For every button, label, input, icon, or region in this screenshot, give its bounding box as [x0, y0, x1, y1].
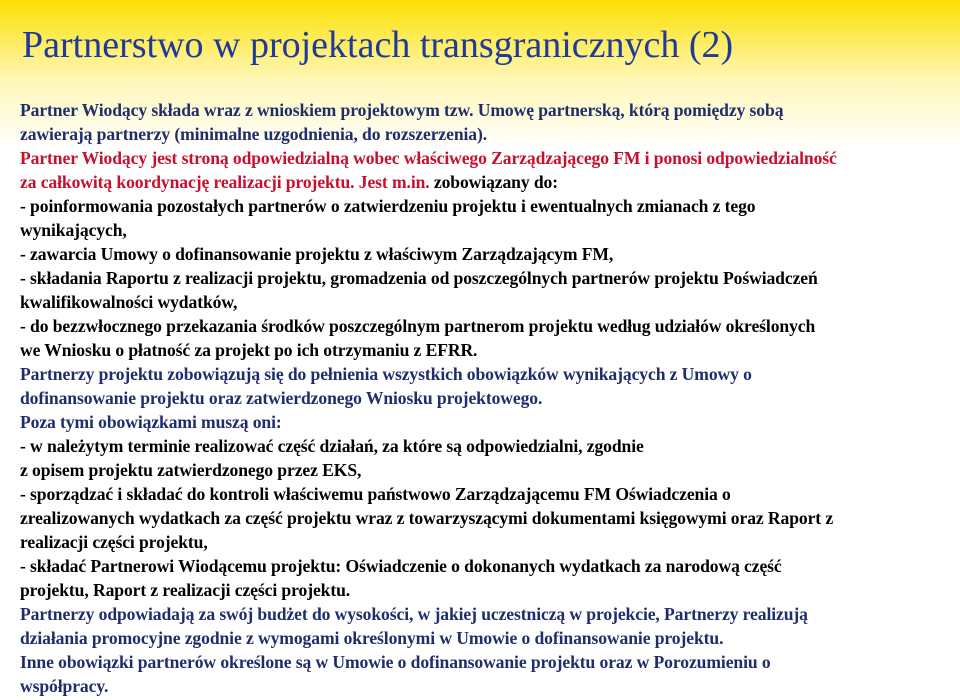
body-text-line: [20, 530, 958, 554]
body-text-line: [20, 242, 958, 266]
body-text-segment: - poinformowania pozostałych partnerów o zatwierdzeniu projektu i ewentualnych zmianach z tego: [20, 196, 756, 216]
body-text-line: [20, 122, 958, 146]
slide-body: [20, 98, 958, 698]
body-text-segment: Poza tymi obowiązkami muszą oni:: [20, 412, 282, 432]
body-text-line: [20, 218, 958, 242]
body-text-line: [20, 554, 958, 578]
body-text-segment: - sporządzać i składać do kontroli właściwemu państwowo Zarządzającemu FM Oświadczenia o: [20, 484, 731, 504]
body-text-segment: zrealizowanych wydatkach za część projektu wraz z towarzyszącymi dokumentami księgowymi oraz Raport z: [20, 508, 834, 528]
body-text-segment: - zawarcia Umowy o dofinansowanie projektu z właściwym Zarządzającym FM,: [20, 244, 614, 264]
body-text-segment: we Wniosku o płatność za projekt po ich otrzymaniu z EFRR.: [20, 340, 478, 360]
body-text-segment: dofinansowanie projektu oraz zatwierdzonego Wniosku projektowego.: [20, 388, 543, 408]
body-text-segment: zawierają partnerzy (minimalne uzgodnienia, do rozszerzenia).: [20, 124, 488, 144]
body-text-segment: Inne obowiązki partnerów określone są w Umowie o dofinansowanie projektu oraz w Porozumieniu o: [20, 652, 771, 672]
body-text-segment: współpracy.: [20, 676, 109, 696]
body-text-line: [20, 266, 958, 290]
body-text-line: [20, 482, 958, 506]
body-text-line: [20, 458, 958, 482]
body-text-line: [20, 146, 958, 170]
body-text-segment: - w należytym terminie realizować część działań, za które są odpowiedzialni, zgodnie: [20, 436, 644, 456]
body-text-segment: kwalifikowalności wydatków,: [20, 292, 238, 312]
body-text-segment: Partner Wiodący składa wraz z wnioskiem projektowym tzw. Umowę partnerską, którą pomiędzy sobą: [20, 100, 784, 120]
body-text-segment: Partnerzy odpowiadają za swój budżet do wysokości, w jakiej uczestniczą w projekcie, Partnerzy realizują: [20, 604, 808, 624]
body-text-segment: Partner Wiodący jest stroną odpowiedzialną wobec właściwego Zarządzającego FM i ponosi odpowiedzialność: [20, 148, 837, 168]
body-text-line: [20, 434, 958, 458]
body-text-line: [20, 314, 958, 338]
slide-title: Partnerstwo w projektach transgranicznych (2): [22, 24, 734, 66]
body-text-segment: realizacji części projektu,: [20, 532, 208, 552]
body-text-segment: wynikających,: [20, 220, 127, 240]
body-text-segment: zobowiązany do:: [429, 172, 558, 192]
body-text-line: [20, 626, 958, 650]
body-text-segment: Partnerzy projektu zobowiązują się do pełnienia wszystkich obowiązków wynikających z Umowy o: [20, 364, 752, 384]
body-text-segment: - składania Raportu z realizacji projektu, gromadzenia od poszczególnych partnerów projektu Poświadczeń: [20, 268, 818, 288]
body-text-line: [20, 98, 958, 122]
body-text-line: [20, 650, 958, 674]
body-text-segment: za całkowitą koordynację realizacji projektu. Jest m.in.: [20, 172, 430, 192]
body-text-line: [20, 506, 958, 530]
body-text-line: [20, 602, 958, 626]
body-text-segment: z opisem projektu zatwierdzonego przez EKS,: [20, 460, 362, 480]
body-text-line: [20, 386, 958, 410]
body-text-segment: - do bezzwłocznego przekazania środków poszczególnym partnerom projektu według udziałów określonych: [20, 316, 816, 336]
body-text-line: [20, 674, 958, 698]
body-text-segment: - składać Partnerowi Wiodącemu projektu: Oświadczenie o dokonanych wydatkach za narodową część: [20, 556, 782, 576]
body-text-line: [20, 578, 958, 602]
body-text-line: [20, 410, 958, 434]
body-text-line: [20, 194, 958, 218]
body-text-line: [20, 170, 958, 194]
body-text-line: [20, 338, 958, 362]
body-text-line: [20, 362, 958, 386]
body-text-segment: działania promocyjne zgodnie z wymogami określonymi w Umowie o dofinansowanie projektu.: [20, 628, 724, 648]
body-text-line: [20, 290, 958, 314]
body-text-segment: projektu, Raport z realizacji części projektu.: [20, 580, 351, 600]
